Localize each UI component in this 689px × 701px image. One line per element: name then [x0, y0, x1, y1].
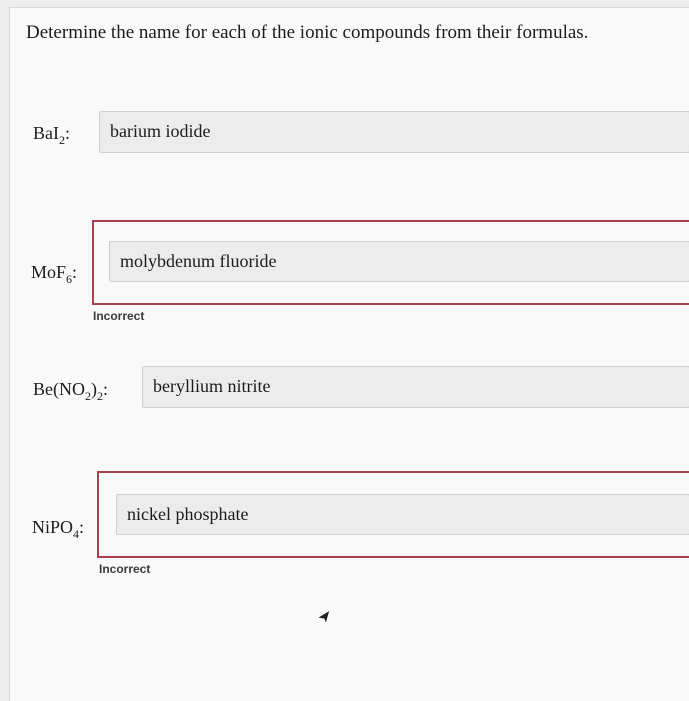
formula-colon: :: [65, 123, 71, 143]
formula-subscript: 2: [59, 133, 65, 147]
mouse-pointer-icon: [316, 609, 332, 627]
formula-subscript: 4: [73, 527, 80, 541]
answer-text: nickel phosphate: [127, 504, 249, 524]
answer-text: molybdenum fluoride: [120, 251, 277, 271]
formula-text: Be(NO: [33, 379, 85, 399]
answer-field-bai2[interactable]: [99, 111, 689, 153]
formula-text: NiPO: [32, 517, 74, 537]
answer-field-beno22[interactable]: [142, 366, 689, 408]
formula-colon: :: [72, 262, 78, 282]
formula-label-mof6: [31, 262, 78, 286]
formula-text: MoF: [31, 262, 67, 282]
formula-subscript: 2: [97, 389, 103, 403]
answer-text: beryllium nitrite: [153, 376, 271, 396]
formula-subscript: 6: [66, 272, 73, 286]
formula-colon: :: [79, 517, 85, 537]
formula-subscript: 2: [85, 389, 91, 403]
answer-field-mof6[interactable]: [109, 241, 689, 282]
formula-text: BaI: [33, 123, 59, 143]
formula-label-beno22: [33, 379, 109, 403]
formula-colon: :: [103, 379, 109, 399]
formula-label-nipo4: [32, 517, 85, 541]
answer-text: barium iodide: [110, 121, 211, 141]
answer-field-nipo4[interactable]: [116, 494, 689, 535]
question-prompt: Determine the name for each of the ionic compounds from their formulas.: [26, 22, 589, 43]
feedback-incorrect: Incorrect: [99, 562, 151, 576]
feedback-incorrect: Incorrect: [93, 309, 145, 323]
formula-text: ): [91, 379, 97, 399]
formula-label-bai2: [33, 123, 71, 147]
question-panel: [9, 7, 689, 701]
